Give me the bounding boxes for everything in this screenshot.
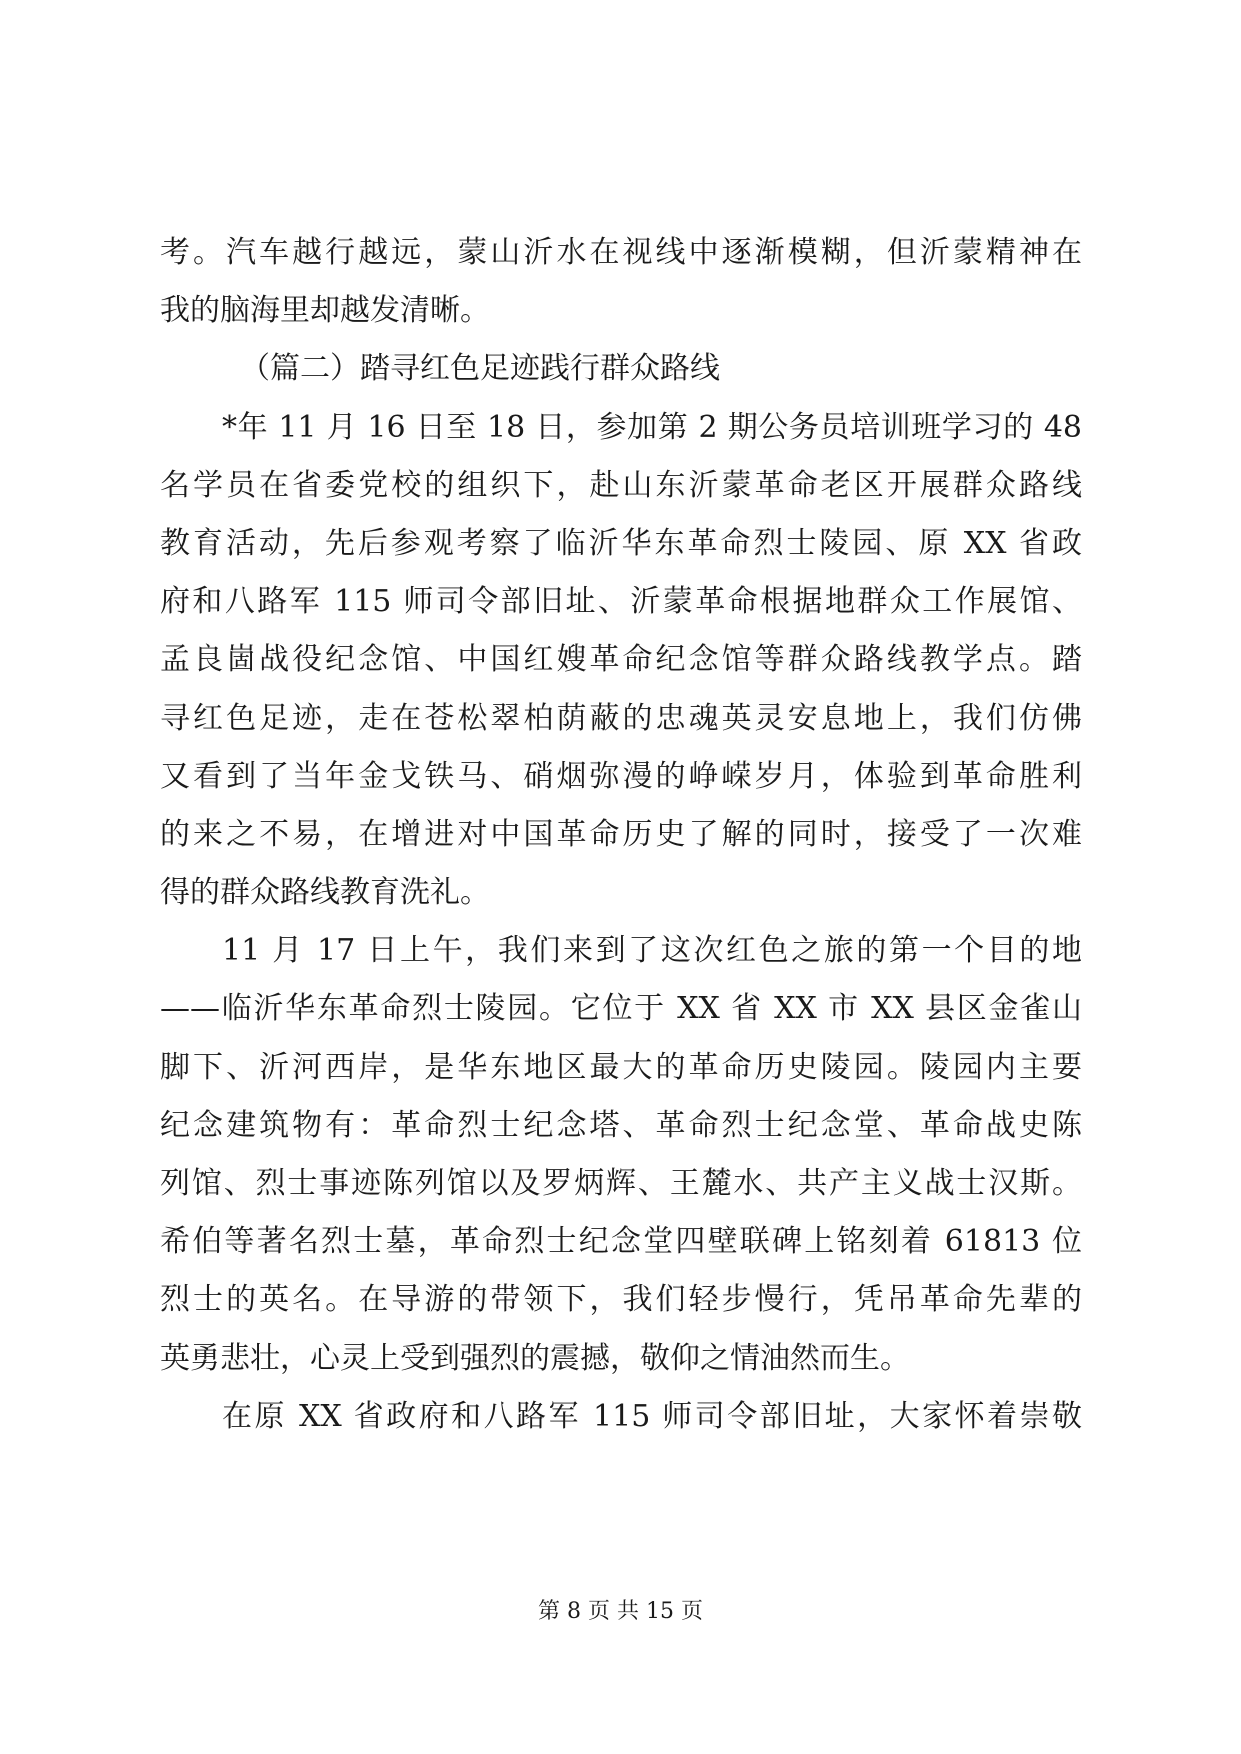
page-footer: 第 8 页 共 15 页 [538,1599,703,1624]
text-line: 纪念建筑物有：革命烈士纪念塔、革命烈士纪念堂、革命战史陈 [160,1107,1082,1143]
section-heading: （篇二）踏寻红色足迹践行群众路线 [240,351,720,387]
text-line: 希伯等著名烈士墓，革命烈士纪念堂四壁联碑上铭刻着 61813 位 [160,1224,1082,1260]
document-body [160,224,1082,1446]
text-line: 的来之不易，在增进对中国革命历史了解的同时，接受了一次难 [160,816,1082,852]
text-line: 英勇悲壮，心灵上受到强烈的震撼，敬仰之情油然而生。 [160,1340,910,1376]
text-line: 我的脑海里却越发清晰。 [160,293,490,329]
text-line: 名学员在省委党校的组织下，赴山东沂蒙革命老区开展群众路线 [160,467,1082,503]
text-line: 考。汽车越行越远，蒙山沂水在视线中逐渐模糊，但沂蒙精神在 [160,235,1082,270]
text-line: 得的群众路线教育洗礼。 [160,875,490,911]
text-line: 11 月 17 日上午，我们来到了这次红色之旅的第一个目的地 [222,933,1082,969]
text-line: *年 11 月 16 日至 18 日，参加第 2 期公务员培训班学习的 48 [222,409,1082,445]
text-line: 在原 XX 省政府和八路军 115 师司令部旧址，大家怀着崇敬 [222,1398,1082,1434]
text-line: 脚下、沂河西岸，是华东地区最大的革命历史陵园。陵园内主要 [160,1049,1082,1085]
text-line: 教育活动，先后参观考察了临沂华东革命烈士陵园、原 XX 省政 [160,525,1082,561]
text-line: ——临沂华东革命烈士陵园。它位于 XX 省 XX 市 XX 县区金雀山 [160,991,1082,1027]
text-line: 孟良崮战役纪念馆、中国红嫂革命纪念馆等群众路线教学点。踏 [160,642,1082,678]
text-line: 列馆、烈士事迹陈列馆以及罗炳辉、王麓水、共产主义战士汉斯。 [160,1166,1082,1201]
text-line: 烈士的英名。在导游的带领下，我们轻步慢行，凭吊革命先辈的 [160,1282,1082,1318]
text-line: 寻红色足迹，走在苍松翠柏荫蔽的忠魂英灵安息地上，我们仿佛 [160,700,1082,736]
text-line: 又看到了当年金戈铁马、硝烟弥漫的峥嵘岁月，体验到革命胜利 [160,758,1082,794]
text-line: 府和八路军 115 师司令部旧址、沂蒙革命根据地群众工作展馆、 [160,584,1082,620]
